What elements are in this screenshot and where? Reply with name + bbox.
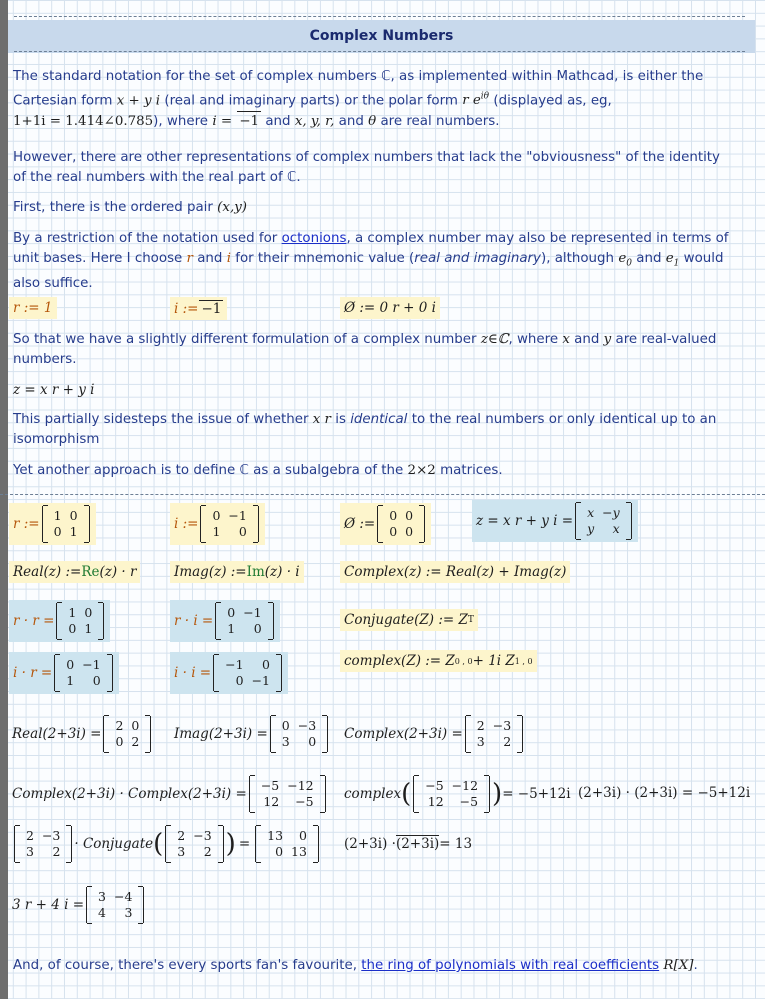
math-r: r <box>186 251 193 266</box>
math-C: ℂ <box>239 463 249 478</box>
matrix-cell: x <box>612 521 620 536</box>
matrix-table <box>263 828 311 860</box>
math-text: + 1i Z <box>472 653 515 669</box>
matrix <box>413 776 490 812</box>
matrix-cell: 3 <box>177 844 186 859</box>
matrix-row <box>208 524 250 540</box>
math-text: i · r = <box>13 665 53 681</box>
math-e: e <box>618 251 627 266</box>
matrix-cell: 2 <box>177 828 186 843</box>
text: as a subalgebra of the <box>253 463 404 478</box>
matrix-row <box>22 828 64 844</box>
matrix-cell: 3 <box>476 734 485 749</box>
math-text: = 13 <box>439 835 473 852</box>
matrix-cell: 3 <box>281 734 290 749</box>
matrix <box>103 716 151 752</box>
matrix-row <box>473 718 515 734</box>
paragraph-unit-bases <box>13 229 733 294</box>
matrix-cell: 1 <box>227 621 236 636</box>
eval-r-times-r[interactable] <box>9 600 110 642</box>
matrix-table <box>223 605 265 637</box>
math-e: e <box>665 251 674 266</box>
text: (real and imaginary parts) or the polar form <box>164 93 458 109</box>
text: And, of course, there's every sports fan's favourite, <box>13 958 357 973</box>
math-polar-base: r e <box>462 93 481 109</box>
def-complex-lower-fn[interactable] <box>340 650 537 672</box>
text: By a restriction of the notation used for <box>13 231 278 246</box>
matrix-row <box>473 734 515 750</box>
matrix-cell: −1 <box>82 657 101 672</box>
matrix-row <box>173 844 215 860</box>
matrix-cell: 0 <box>275 844 284 859</box>
matrix-cell: −3 <box>297 718 317 733</box>
eq-z[interactable] <box>13 382 95 398</box>
paragraph-sidesteps <box>13 410 733 450</box>
matrix-cell: 4 <box>98 905 106 920</box>
eval-z-matrix[interactable] <box>472 500 638 542</box>
matrix-cell: 3 <box>98 889 106 904</box>
text: The standard notation for the set of complex numbers ℂ, as implemented within Mathcad, is either the Cartesian form <box>13 69 704 109</box>
matrix-cell: 12 <box>427 794 444 809</box>
math-text: r · i = <box>174 613 214 629</box>
math-text: Complex(2+3i) · Complex(2+3i) = <box>12 786 247 802</box>
matrix-cell: 2 <box>115 718 124 733</box>
math-i: i = <box>212 114 237 130</box>
math-text: complex(Z) := Z <box>344 653 455 669</box>
matrix-cell: 0 <box>281 718 290 733</box>
matrix-cell: 1 <box>84 621 93 636</box>
math-text: z = x r + y i <box>13 382 95 398</box>
math-text: 3 r + 4 i = <box>12 897 85 913</box>
matrix-row <box>385 524 417 540</box>
math-text: (2+3i) · (2+3i) = −5+12i <box>578 785 751 801</box>
matrix <box>249 776 326 812</box>
matrix-row <box>385 508 417 524</box>
matrix-cell: −5 <box>425 778 444 793</box>
text: to the real numbers or only identical up to an isomorphism <box>13 412 717 447</box>
def-i-matrix[interactable] <box>170 503 265 545</box>
matrix-row <box>583 521 624 537</box>
math-polar <box>462 93 489 108</box>
def-imag-fn[interactable] <box>170 561 304 583</box>
math-text: i · i = <box>174 665 212 681</box>
def-complex-fn[interactable] <box>340 561 570 583</box>
math-xr: x r <box>312 412 331 427</box>
matrix-cell: 0 <box>115 734 124 749</box>
def-zero-matrix[interactable] <box>340 503 431 545</box>
text-emphasis: real and imaginary <box>414 251 541 266</box>
matrix-cell: 0 <box>131 718 140 733</box>
region-divider-top <box>14 16 745 17</box>
text: First, there is the ordered pair <box>13 200 213 215</box>
eval-i-times-i[interactable] <box>170 652 288 694</box>
math-i-def <box>212 114 261 129</box>
matrix-cell: −5 <box>459 794 479 809</box>
matrix-table <box>421 778 482 810</box>
builtin-fn: Re <box>81 564 100 580</box>
math-2x2: 2×2 <box>407 463 436 478</box>
paragraph-formulation <box>13 330 733 370</box>
math-pair: (x,y) <box>217 200 247 215</box>
matrix-cell: −1 <box>228 508 247 523</box>
matrix <box>54 655 112 691</box>
math-text: r := <box>13 516 40 532</box>
matrix-cell: −12 <box>451 778 479 793</box>
matrix-cell: −1 <box>251 673 270 688</box>
matrix-cell: 0 <box>253 621 262 636</box>
matrix-table <box>173 828 215 860</box>
matrix-cell: −5 <box>295 794 314 809</box>
matrix-table <box>583 505 624 537</box>
matrix-cell: 0 <box>69 508 78 523</box>
text: and <box>265 114 291 130</box>
matrix-row <box>421 778 482 794</box>
page-title: Complex Numbers <box>309 28 454 44</box>
text: and <box>338 114 364 130</box>
text: are real-valued numbers. <box>13 332 717 367</box>
matrix-cell: 13 <box>267 828 284 843</box>
matrix <box>465 716 523 752</box>
math-RX: R[X] <box>663 958 694 973</box>
eval-imag-example[interactable] <box>174 716 330 752</box>
region-divider-title <box>14 51 745 52</box>
eval-r-times-i[interactable] <box>170 600 280 642</box>
matrix-cell: 1 <box>68 605 77 620</box>
matrix-cell: 3 <box>124 905 133 920</box>
matrix <box>165 826 223 862</box>
text: Yet another approach is to define <box>13 463 236 478</box>
matrix-row <box>64 621 96 637</box>
matrix-cell: 0 <box>92 673 101 688</box>
def-conjugate-fn[interactable] <box>340 609 478 631</box>
math-text: Real(2+3i) = <box>12 726 102 742</box>
text: for their mnemonic value ( <box>235 251 415 266</box>
math-i: i <box>226 251 231 266</box>
math-polar-exp: iθ <box>480 92 490 102</box>
math-vars: x, y, r, <box>294 114 335 130</box>
matrix-table <box>278 718 320 750</box>
matrix-cell: 12 <box>263 794 280 809</box>
text: , where <box>508 332 559 347</box>
matrix-cell: 0 <box>299 828 307 843</box>
matrix <box>255 826 319 862</box>
matrix-cell: 0 <box>227 605 236 620</box>
math-example: 1+1i = 1.414∠0.785 <box>13 114 154 130</box>
matrix-cell: 0 <box>405 508 414 523</box>
math-y: y <box>603 332 612 347</box>
matrix-row <box>208 508 250 524</box>
matrix-cell: 0 <box>238 524 247 539</box>
matrix-cell: x <box>587 505 595 520</box>
matrix-row <box>221 673 274 689</box>
math-text: Complex(z) := Real(z) + Imag(z) <box>344 564 567 580</box>
radical: −1 <box>201 301 222 317</box>
matrix-cell: 0 <box>389 524 398 539</box>
matrix-row <box>173 828 215 844</box>
math-text: Imag(2+3i) = <box>174 726 268 742</box>
math-text: Ø := 0 r + 0 i <box>344 300 436 316</box>
def-i[interactable] <box>170 297 227 320</box>
matrix-table <box>50 508 82 540</box>
matrix <box>86 887 144 923</box>
matrix-cell: −5 <box>260 778 280 793</box>
matrix-cell: 2 <box>52 844 61 859</box>
paragraph-ordered-pair <box>13 198 733 218</box>
polynomial-ring-link[interactable]: the ring of polynomials with real coefficients <box>361 958 660 973</box>
matrix-table <box>473 718 515 750</box>
matrix-row <box>278 718 320 734</box>
matrix-cell: −1 <box>225 657 244 672</box>
text: So that we have a slightly different formulation of a complex number <box>13 332 477 347</box>
matrix-row <box>94 889 136 905</box>
matrix-row <box>111 718 143 734</box>
matrix-cell: 1 <box>69 524 78 539</box>
math-text: (z) · i <box>264 564 300 580</box>
eval-linear-combination[interactable] <box>12 887 146 923</box>
matrix-row <box>50 508 82 524</box>
matrix <box>14 826 72 862</box>
matrix-row <box>111 734 143 750</box>
intro-paragraph <box>13 67 733 132</box>
matrix-row <box>22 844 64 860</box>
math-C: ℂ <box>286 170 297 185</box>
matrix-cell: y <box>587 521 595 536</box>
def-r-matrix[interactable] <box>9 503 96 545</box>
text: and <box>636 251 662 266</box>
text: However, there are other representations of complex numbers that lack the "obviousness" of the identity of the real numbers with the real part of <box>13 150 720 185</box>
math-text: Ø := <box>344 516 376 532</box>
def-r[interactable] <box>9 297 57 319</box>
text: This partially sidesteps the issue of whether <box>13 412 309 427</box>
matrix-cell: −12 <box>287 778 314 793</box>
title-region <box>8 20 755 53</box>
math-text: z = x r + y i = <box>476 513 574 529</box>
math-text: Real(z) := <box>13 564 82 580</box>
math-x: x <box>562 332 570 347</box>
matrix <box>377 506 425 542</box>
text: would also suffice. <box>13 251 724 291</box>
eval-conjugate-product[interactable]: 2 −3 3 2 · Conjugate ( 2 −3 3 2 ) = 13 0 0 13 <box>12 826 321 862</box>
matrix-table <box>64 605 96 637</box>
matrix-table <box>385 508 417 540</box>
matrix-row <box>421 794 482 810</box>
matrix-table <box>221 657 274 689</box>
matrix-row <box>223 605 265 621</box>
matrix-cell: 0 <box>308 734 317 749</box>
matrix-cell: 2 <box>131 734 140 749</box>
matrix <box>200 506 258 542</box>
eval-complex-fn-example[interactable]: complex ( −5 −12 12 −5 ) = −5+12i <box>344 776 571 812</box>
matrix <box>215 603 273 639</box>
matrix-cell: 0 <box>66 657 75 672</box>
matrix <box>575 503 632 539</box>
matrix-table <box>111 718 143 750</box>
matrix-cell: −1 <box>243 605 262 620</box>
text: . <box>693 958 698 973</box>
text: and <box>197 251 223 266</box>
matrix-row <box>223 621 265 637</box>
matrix-row <box>62 657 104 673</box>
matrix-table <box>257 778 318 810</box>
matrix-row <box>62 673 104 689</box>
matrix <box>213 655 282 691</box>
paragraph-obviousness <box>13 148 733 188</box>
matrix-cell: 0 <box>262 657 270 672</box>
math-text: = −5+12i <box>502 786 571 802</box>
eval-modulus-squared[interactable] <box>344 835 472 852</box>
matrix-row <box>263 828 311 844</box>
matrix-cell: 2 <box>26 828 34 843</box>
matrix-cell: 1 <box>66 673 75 688</box>
math-text: r · r = <box>13 613 55 629</box>
def-zero[interactable] <box>340 297 440 319</box>
math-text: r := 1 <box>13 300 53 316</box>
eval-i-times-r[interactable] <box>9 652 119 694</box>
matrix-table <box>62 657 104 689</box>
matrix-cell: 0 <box>235 673 244 688</box>
matrix <box>270 716 328 752</box>
matrix-row <box>257 778 318 794</box>
matrix-cell: 3 <box>26 844 34 859</box>
matrix-row <box>221 657 274 673</box>
matrix-cell: 0 <box>212 508 221 523</box>
text: . <box>296 170 301 185</box>
math-z-in-C: z∈ℂ <box>480 332 509 347</box>
paragraph-subalgebra <box>13 461 733 481</box>
text: , a complex number may also be represented in terms of unit bases. Here I choose <box>13 231 729 266</box>
def-real-fn[interactable] <box>9 561 140 583</box>
math-sub: 0 , 0 <box>454 656 473 666</box>
matrix-cell: −4 <box>113 889 133 904</box>
matrix-row <box>50 524 82 540</box>
matrix-row <box>257 794 318 810</box>
matrix-table <box>208 508 250 540</box>
matrix-cell: −y <box>602 505 620 520</box>
matrix-row <box>583 505 624 521</box>
matrix <box>56 603 104 639</box>
matrix-cell: −3 <box>41 828 61 843</box>
text: ), where <box>153 114 209 130</box>
matrix-row <box>64 605 96 621</box>
matrix-cell: 0 <box>405 524 414 539</box>
math-text: (2+3i) · <box>344 835 396 852</box>
text: ), although <box>540 251 615 266</box>
text: and <box>574 332 600 347</box>
text: matrices. <box>440 463 503 478</box>
matrix <box>42 506 90 542</box>
math-text: Imag(z) := <box>174 564 247 580</box>
math-conjugate: (2+3i) <box>395 836 440 852</box>
matrix-row <box>263 844 311 860</box>
math-cartesian: x + y i <box>116 93 161 109</box>
math-sub: 0 <box>626 258 632 269</box>
matrix-cell: −3 <box>193 828 212 843</box>
math-text: Conjugate(Z) := Z <box>344 612 468 628</box>
matrix-cell: 1 <box>53 508 62 523</box>
text-emphasis: identical <box>350 412 408 427</box>
paragraph-polynomials <box>13 956 733 976</box>
math-text: complex <box>344 786 402 802</box>
radical: −1 <box>237 111 261 132</box>
matrix-cell: 0 <box>389 508 398 523</box>
text: are real numbers. <box>380 114 500 130</box>
matrix-cell: 2 <box>476 718 485 733</box>
math-text: Complex(2+3i) = <box>344 726 463 742</box>
eval-complex-product[interactable] <box>12 776 328 812</box>
region-divider-matrices <box>0 494 765 495</box>
matrix-cell: 2 <box>503 734 512 749</box>
math-text: i := <box>174 516 199 532</box>
matrix-table <box>22 828 64 860</box>
text: (displayed as, eg, <box>493 93 612 109</box>
matrix-cell: −3 <box>492 718 512 733</box>
octonions-link[interactable]: octonions <box>281 231 347 246</box>
matrix-cell: 2 <box>203 844 212 859</box>
eval-complex-example[interactable] <box>344 716 525 752</box>
matrix-cell: 0 <box>53 524 62 539</box>
text: is <box>335 412 346 427</box>
eval-direct-product[interactable] <box>578 785 750 801</box>
matrix-cell: 13 <box>291 844 307 859</box>
matrix-row <box>94 905 136 921</box>
matrix-cell: 0 <box>68 621 77 636</box>
eval-real-example[interactable] <box>12 716 153 752</box>
matrix-table <box>94 889 136 921</box>
builtin-fn: Im <box>246 564 265 580</box>
math-text: i := <box>174 300 199 317</box>
math-theta: θ <box>368 114 377 130</box>
left-window-edge <box>0 0 8 999</box>
math-sub: 1 , 0 <box>514 656 533 666</box>
matrix-cell: 0 <box>84 605 93 620</box>
matrix-cell: 1 <box>212 524 221 539</box>
matrix-row <box>278 734 320 750</box>
math-text: · Conjugate <box>74 836 154 852</box>
math-sub: 1 <box>673 258 680 269</box>
math-sup: T <box>467 615 474 625</box>
math-text: (z) · r <box>99 564 137 580</box>
